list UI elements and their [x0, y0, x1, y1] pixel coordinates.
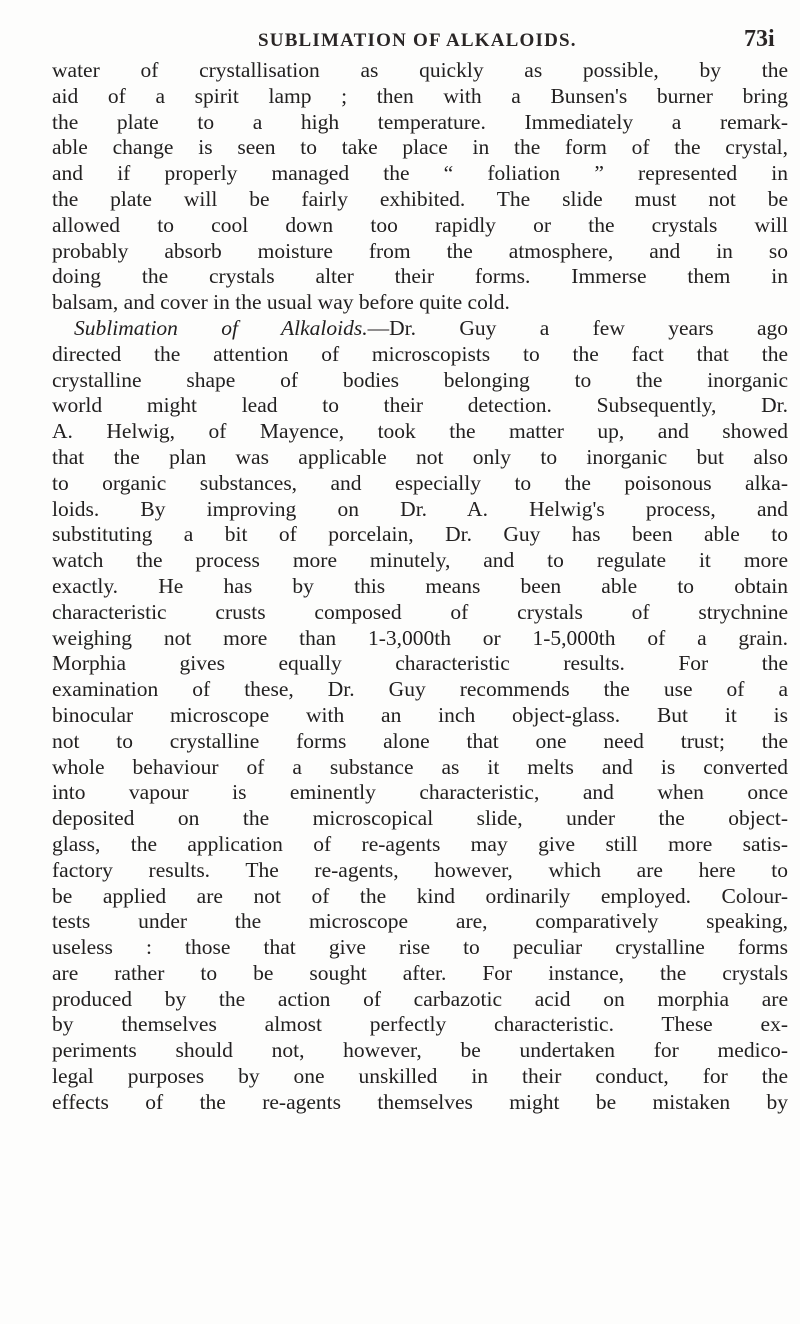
text-line: to organic substances, and especially to the poisonous alka- — [52, 470, 788, 495]
text-line: crystalline shape of bodies belonging to the inorganic — [52, 367, 788, 392]
text-line: watch the process more minutely, and to regulate it more — [52, 548, 788, 573]
text-line: examination of these, Dr. Guy recommends the use of a — [52, 677, 788, 702]
text-line: effects of the re-agents themselves might be mistaken by — [52, 1089, 788, 1114]
text-line: into vapour is eminently characteristic, and when once — [52, 780, 788, 805]
text-line: able change is seen to take place in the form of the crystal, — [52, 135, 788, 160]
text-line: Morphia gives equally characteristic results. For the — [52, 651, 788, 676]
text-line: legal purposes by one unskilled in their conduct, for the — [52, 1064, 788, 1089]
page-number: 73i — [744, 26, 775, 52]
text-line: be applied are not of the kind ordinarily employed. Colour- — [52, 883, 788, 908]
text-line: binocular microscope with an inch object-glass. But it is — [52, 702, 788, 727]
text-line: glass, the application of re-agents may give still more satis- — [52, 831, 788, 856]
text-line: substituting a bit of porcelain, Dr. Guy has been able to — [52, 522, 788, 547]
text-line: by themselves almost perfectly characteristic. These ex- — [52, 1012, 788, 1037]
text-line: directed the attention of microscopists to the fact that the — [52, 341, 788, 366]
text-line: and if properly managed the “ foliation ” represented in — [52, 161, 788, 186]
text-line: water of crystallisation as quickly as possible, by the — [52, 58, 788, 82]
text-line: tests under the microscope are, comparatively speaking, — [52, 909, 788, 934]
section-heading: Sublimation of Alkaloids. — [74, 315, 368, 340]
section-heading-line — [52, 316, 788, 342]
text-line: aid of a spirit lamp ; then with a Bunsen's burner bring — [52, 83, 788, 108]
text-line: probably absorb moisture from the atmosphere, and in so — [52, 238, 788, 263]
text-line: world might lead to their detection. Subsequently, Dr. — [52, 393, 788, 418]
text-line: doing the crystals alter their forms. Immerse them in — [52, 264, 788, 289]
text-line: not to crystalline forms alone that one need trust; the — [52, 728, 788, 753]
text-line: allowed to cool down too rapidly or the crystals will — [52, 212, 788, 237]
body-text — [52, 58, 788, 1116]
text-line: periments should not, however, be undertaken for medico- — [52, 1038, 788, 1063]
text-line: exactly. He has by this means been able to obtain — [52, 573, 788, 598]
text-line: factory results. The re-agents, however, which are here to — [52, 857, 788, 882]
text-line: A. Helwig, of Mayence, took the matter up, and showed — [52, 419, 788, 444]
text-line: the plate will be fairly exhibited. The slide must not be — [52, 186, 788, 211]
text-line: that the plan was applicable not only to inorganic but also — [52, 444, 788, 469]
text-line: characteristic crusts composed of crystals of strychnine — [52, 599, 788, 624]
text-line: deposited on the microscopical slide, under the object- — [52, 806, 788, 831]
running-head-title: SUBLIMATION OF ALKALOIDS. — [258, 30, 577, 51]
text-line: balsam, and cover in the usual way before quite cold. — [52, 290, 510, 315]
text-line: useless : those that give rise to peculiar crystalline forms — [52, 935, 788, 960]
section-heading-text: —Dr. Guy a few years ago — [367, 315, 788, 340]
text-line: weighing not more than 1-3,000th or 1-5,000th of a grain. — [52, 625, 788, 650]
text-line: the plate to a high temperature. Immediately a remark- — [52, 109, 788, 134]
text-line: are rather to be sought after. For instance, the crystals — [52, 960, 788, 985]
text-line: loids. By improving on Dr. A. Helwig's process, and — [52, 496, 788, 521]
text-line: whole behaviour of a substance as it melts and is converted — [52, 754, 788, 779]
text-line: produced by the action of carbazotic acid on morphia are — [52, 986, 788, 1011]
running-head — [0, 10, 800, 50]
